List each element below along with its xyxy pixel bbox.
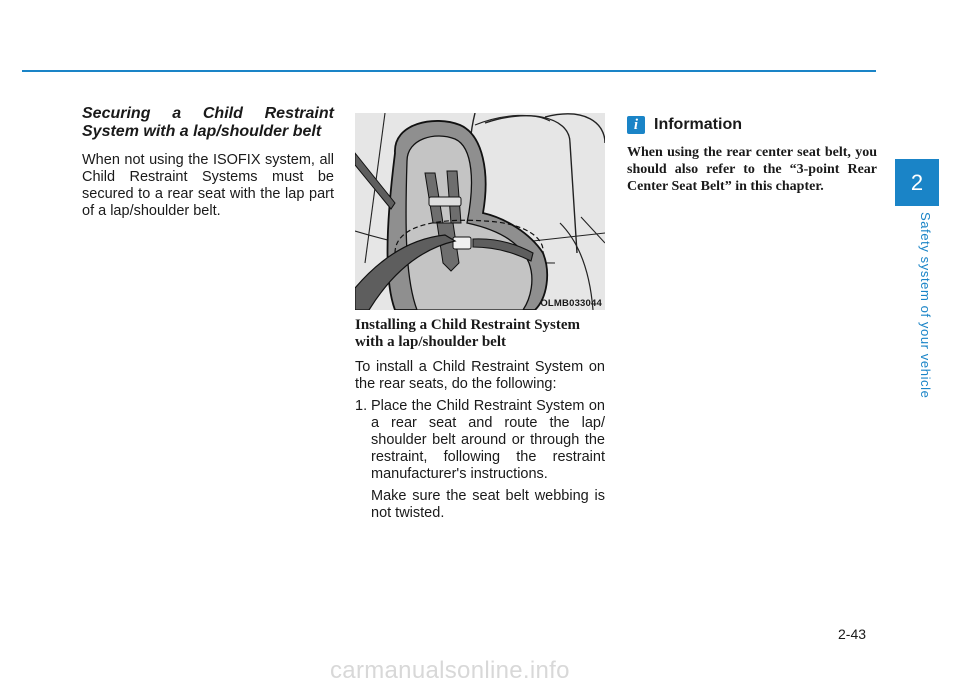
info-header: [627, 114, 877, 136]
step-1: [355, 398, 605, 483]
install-heading: [355, 317, 605, 351]
chapter-tab: 2: [895, 159, 939, 206]
watermark: carmanualsonline.info: [330, 657, 570, 684]
step-text: Place the Child Restraint System on a rear seat and route the lap/ shoulder belt around or through the restraint, following the restraint manufacturer's instructions.: [371, 398, 605, 482]
title-word: a: [172, 105, 182, 122]
page-number: 2-43: [838, 626, 867, 642]
left-column: [82, 105, 334, 220]
section-body: When not using the ISOFIX system, all Child Restraint Systems must be secured to a rear seat with the lap part of a lap/shoulder belt.: [82, 152, 334, 219]
install-heading-line-2: with a lap/shoulder belt: [355, 334, 507, 350]
title-word: Securing: [82, 105, 151, 122]
child-seat-illustration: [355, 113, 605, 310]
info-title: Information: [654, 116, 742, 133]
middle-column: [355, 113, 605, 522]
info-icon: i: [627, 116, 645, 134]
chapter-title: Safety system of your vehicle: [918, 212, 933, 399]
title-word: Restraint: [264, 105, 334, 122]
info-text: When using the rear center seat belt, you should also refer to the “3-point Rear Center Seat Belt” in this chapter.: [627, 145, 877, 194]
install-intro: To install a Child Restraint System on the rear seats, do the following:: [355, 359, 605, 392]
step-number: 1.: [355, 398, 368, 414]
child-seat-drawing: [355, 113, 605, 310]
install-heading-line-1: Installing a Child Restraint System: [355, 317, 581, 333]
title-word: Child: [202, 105, 243, 122]
section-title: [82, 105, 334, 141]
figure-code: OLMB033044: [540, 298, 602, 309]
step-note: Make sure the seat belt webbing is not twisted.: [371, 488, 605, 521]
title-line-2: System with a lap/shoulder belt: [82, 123, 322, 140]
header-rule: [22, 70, 876, 72]
info-box: [627, 114, 877, 195]
